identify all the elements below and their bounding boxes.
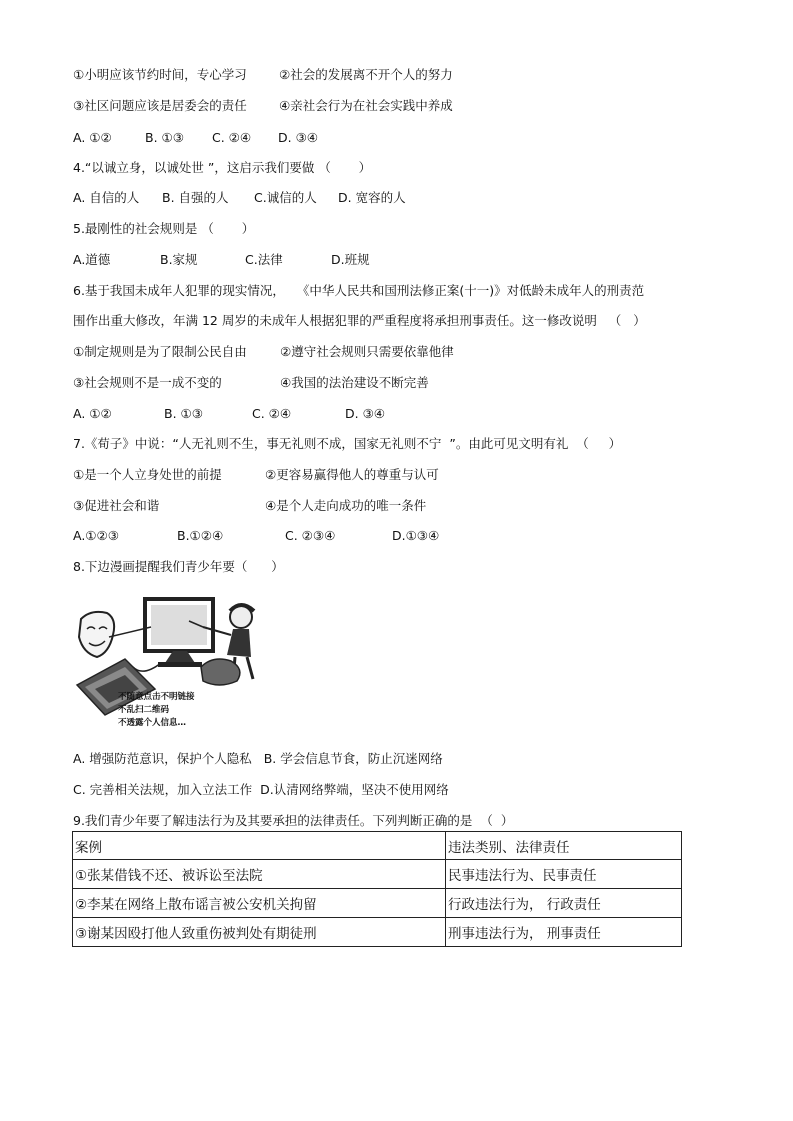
table-cell: ②李某在网络上散布谣言被公安机关拘留 <box>73 889 446 918</box>
cartoon-caption-2: 不乱扫二维码 <box>118 705 170 715</box>
q8-option-line2: C. 完善相关法规，加入立法工作 D.认清网络弊端，坚决不使用网络 <box>73 782 449 797</box>
q3-option-a: A. ①② <box>73 130 112 145</box>
table-row <box>73 860 682 889</box>
q6-statement-4: ④我国的法治建设不断完善 <box>280 375 429 390</box>
q6-statement-3: ③社会规则不是一成不变的 <box>73 375 222 390</box>
q9-stem: 9.我们青少年要了解违法行为及其要承担的法律责任。下列判断正确的是 （ ） <box>73 813 514 828</box>
q5-option-b: B.家规 <box>160 252 198 267</box>
q7-statement-2: ②更容易赢得他人的尊重与认可 <box>265 467 439 482</box>
q6-statement-1: ①制定规则是为了限制公民自由 <box>73 344 247 359</box>
q5-option-d: D.班规 <box>331 252 370 267</box>
q8-option-line1: A. 增强防范意识，保护个人隐私 B. 学会信息节食，防止沉迷网络 <box>73 751 443 766</box>
table-cell: 行政违法行为， 行政责任 <box>446 889 682 918</box>
q6-option-a: A. ①② <box>73 406 112 421</box>
q3-statement-4: ④亲社会行为在社会实践中养成 <box>279 98 453 113</box>
q7-option-d: D.①③④ <box>392 528 440 543</box>
q7-statement-4: ④是个人走向成功的唯一条件 <box>265 498 427 513</box>
q6-option-b: B. ①③ <box>164 406 203 421</box>
q6-stem-line2: 围作出重大修改，年满 12 周岁的未成年人根据犯罪的严重程度将承担刑事责任。这一修改说明 （ ） <box>73 313 646 328</box>
q4-option-a: A. 自信的人 <box>73 190 140 205</box>
q9-table <box>72 831 682 947</box>
q3-option-d: D. ③④ <box>278 130 318 145</box>
table-header-row <box>73 832 682 860</box>
q5-option-c: C.法律 <box>245 252 283 267</box>
table-row <box>73 889 682 918</box>
q3-statement-2: ②社会的发展离不开个人的努力 <box>279 67 453 82</box>
q4-stem: 4.“以诚立身，以诚处世 ”，这启示我们要做 （ ） <box>73 160 372 175</box>
q5-stem: 5.最刚性的社会规则是 （ ） <box>73 221 255 236</box>
q6-stem-line1: 6.基于我国未成年人犯罪的现实情况， 《中华人民共和国刑法修正案(十一)》对低龄未成年人的刑责范 <box>73 283 645 298</box>
q7-stem: 7.《荀子》中说：“人无礼则不生，事无礼则不成，国家无礼则不宁 ”。由此可见文明有礼 （ ） <box>73 436 622 451</box>
q5-option-a: A.道德 <box>73 252 111 267</box>
q3-option-b: B. ①③ <box>145 130 184 145</box>
cartoon-caption-1: 不随意点击不明链接 <box>118 692 195 702</box>
q6-statement-2: ②遵守社会规则只需要依靠他律 <box>280 344 454 359</box>
q4-option-c: C.诚信的人 <box>254 190 317 205</box>
table-row <box>73 918 682 947</box>
q7-option-a: A.①②③ <box>73 528 119 543</box>
q3-statement-3: ③社区问题应该是居委会的责任 <box>73 98 247 113</box>
q7-option-b: B.①②④ <box>177 528 224 543</box>
q3-option-c: C. ②④ <box>212 130 252 145</box>
q7-statement-3: ③促进社会和谐 <box>73 498 160 513</box>
q4-option-d: D. 宽容的人 <box>338 190 406 205</box>
table-cell: ①张某借钱不还、被诉讼至法院 <box>73 860 446 889</box>
cartoon-caption-3: 不透露个人信息… <box>118 718 187 728</box>
q8-stem: 8.下边漫画提醒我们青少年要（ ） <box>73 559 284 574</box>
table-cell: ③谢某因殴打他人致重伤被判处有期徒刑 <box>73 918 446 947</box>
cartoon-illustration <box>73 597 273 727</box>
table-cell: 刑事违法行为， 刑事责任 <box>446 918 682 947</box>
q6-option-c: C. ②④ <box>252 406 292 421</box>
q3-statement-1: ①小明应该节约时间，专心学习 <box>73 67 247 82</box>
table-header-case: 案例 <box>73 832 446 860</box>
q4-option-b: B. 自强的人 <box>162 190 229 205</box>
q7-statement-1: ①是一个人立身处世的前提 <box>73 467 222 482</box>
table-cell: 民事违法行为、民事责任 <box>446 860 682 889</box>
q7-option-c: C. ②③④ <box>285 528 336 543</box>
q6-option-d: D. ③④ <box>345 406 385 421</box>
table-header-category: 违法类别、法律责任 <box>446 832 682 860</box>
